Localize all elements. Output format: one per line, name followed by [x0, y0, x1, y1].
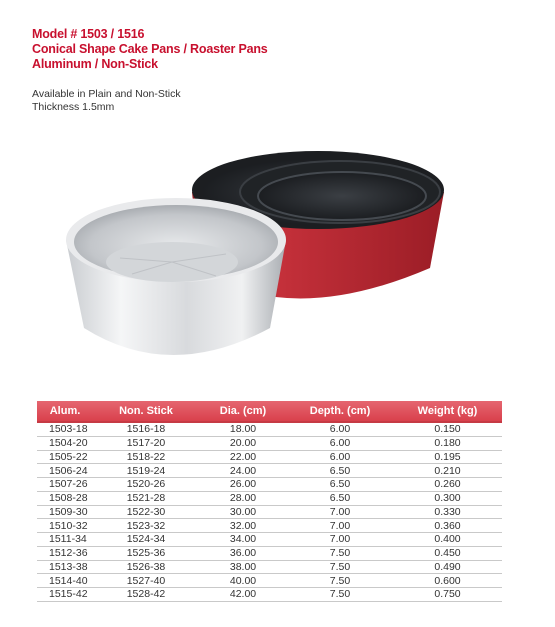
alum-code: 1514-40: [37, 574, 93, 588]
table-row: [37, 491, 502, 505]
alum-code: 1512-36: [37, 546, 93, 560]
alum-code: 1507-26: [37, 478, 93, 492]
header-nonstick: Non. Stick: [93, 401, 199, 422]
depth-cell: 7.50: [287, 574, 393, 588]
product-notes: [32, 88, 181, 113]
diameter-cell: 34.00: [199, 533, 287, 547]
weight-cell: 0.195: [393, 450, 502, 464]
table-row: [37, 422, 502, 436]
aluminum-pan: [66, 198, 286, 355]
alum-code: 1513-38: [37, 560, 93, 574]
table-header-row: [37, 401, 502, 422]
weight-cell: 0.450: [393, 546, 502, 560]
depth-cell: 6.50: [287, 464, 393, 478]
table-row: [37, 546, 502, 560]
nonstick-code: 1522-30: [93, 505, 199, 519]
nonstick-code: 1525-36: [93, 546, 199, 560]
diameter-cell: 18.00: [199, 422, 287, 436]
weight-cell: 0.210: [393, 464, 502, 478]
depth-cell: 7.50: [287, 546, 393, 560]
nonstick-code: 1528-42: [93, 588, 199, 602]
depth-cell: 7.50: [287, 588, 393, 602]
table-row: [37, 478, 502, 492]
diameter-cell: 22.00: [199, 450, 287, 464]
weight-cell: 0.600: [393, 574, 502, 588]
nonstick-code: 1520-26: [93, 478, 199, 492]
diameter-cell: 24.00: [199, 464, 287, 478]
depth-cell: 7.00: [287, 533, 393, 547]
depth-cell: 6.50: [287, 478, 393, 492]
weight-cell: 0.300: [393, 491, 502, 505]
alum-code: 1510-32: [37, 519, 93, 533]
depth-cell: 7.00: [287, 519, 393, 533]
table-row: [37, 588, 502, 602]
model-number: Model # 1503 / 1516: [32, 27, 145, 41]
header-weight: Weight (kg): [393, 401, 502, 422]
nonstick-code: 1523-32: [93, 519, 199, 533]
weight-cell: 0.400: [393, 533, 502, 547]
depth-cell: 6.50: [287, 491, 393, 505]
alum-code: 1511-34: [37, 533, 93, 547]
availability-note: Available in Plain and Non-Stick: [32, 88, 181, 100]
diameter-cell: 38.00: [199, 560, 287, 574]
weight-cell: 0.150: [393, 422, 502, 436]
alum-code: 1509-30: [37, 505, 93, 519]
diameter-cell: 42.00: [199, 588, 287, 602]
nonstick-code: 1517-20: [93, 436, 199, 450]
thickness-note: Thickness 1.5mm: [32, 100, 115, 113]
header-diameter: Dia. (cm): [199, 401, 287, 422]
nonstick-code: 1519-24: [93, 464, 199, 478]
product-header: [32, 27, 268, 72]
table-row: [37, 450, 502, 464]
depth-cell: 6.00: [287, 422, 393, 436]
nonstick-code: 1526-38: [93, 560, 199, 574]
table-row: [37, 574, 502, 588]
table-row: [37, 505, 502, 519]
table-row: [37, 436, 502, 450]
product-material: Aluminum / Non-Stick: [32, 57, 158, 71]
diameter-cell: 40.00: [199, 574, 287, 588]
product-photo: [50, 150, 470, 380]
nonstick-code: 1521-28: [93, 491, 199, 505]
alum-code: 1506-24: [37, 464, 93, 478]
weight-cell: 0.330: [393, 505, 502, 519]
diameter-cell: 26.00: [199, 478, 287, 492]
nonstick-code: 1516-18: [93, 422, 199, 436]
weight-cell: 0.260: [393, 478, 502, 492]
diameter-cell: 32.00: [199, 519, 287, 533]
nonstick-code: 1518-22: [93, 450, 199, 464]
depth-cell: 6.00: [287, 450, 393, 464]
depth-cell: 6.00: [287, 436, 393, 450]
diameter-cell: 36.00: [199, 546, 287, 560]
alum-code: 1508-28: [37, 491, 93, 505]
diameter-cell: 28.00: [199, 491, 287, 505]
header-alum: Alum.: [37, 401, 93, 422]
table-row: [37, 533, 502, 547]
weight-cell: 0.750: [393, 588, 502, 602]
depth-cell: 7.50: [287, 560, 393, 574]
table-row: [37, 519, 502, 533]
weight-cell: 0.360: [393, 519, 502, 533]
nonstick-code: 1524-34: [93, 533, 199, 547]
depth-cell: 7.00: [287, 505, 393, 519]
product-name: Conical Shape Cake Pans / Roaster Pans: [32, 42, 268, 56]
alum-code: 1515-42: [37, 588, 93, 602]
table-row: [37, 560, 502, 574]
weight-cell: 0.180: [393, 436, 502, 450]
table-row: [37, 464, 502, 478]
nonstick-code: 1527-40: [93, 574, 199, 588]
alum-code: 1505-22: [37, 450, 93, 464]
diameter-cell: 20.00: [199, 436, 287, 450]
alum-code: 1503-18: [37, 422, 93, 436]
alum-code: 1504-20: [37, 436, 93, 450]
diameter-cell: 30.00: [199, 505, 287, 519]
weight-cell: 0.490: [393, 560, 502, 574]
spec-table: [37, 401, 502, 602]
header-depth: Depth. (cm): [287, 401, 393, 422]
